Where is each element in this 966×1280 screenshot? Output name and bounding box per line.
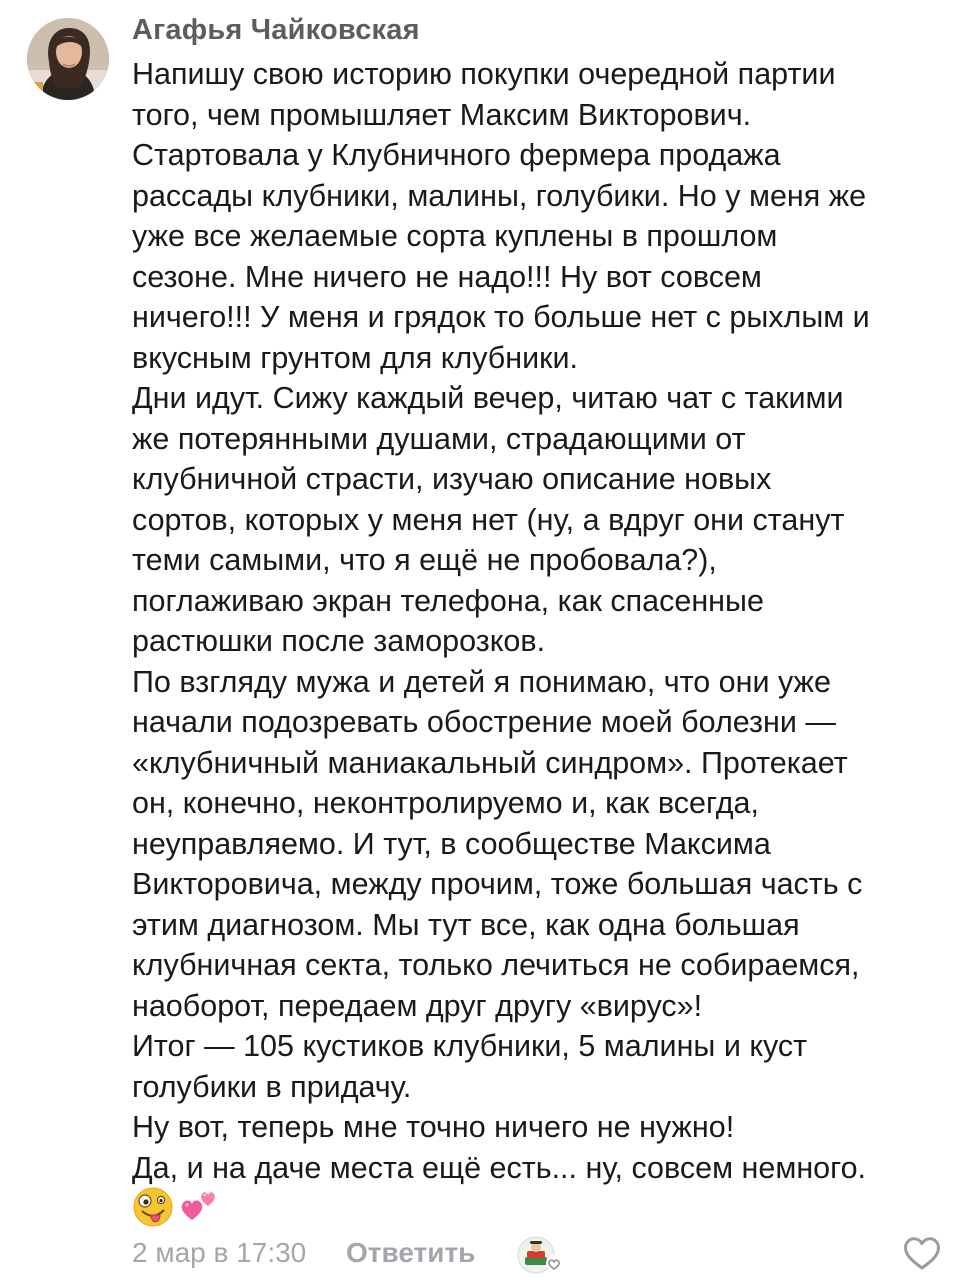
comment-line: наоборот, передаем друг другу «вирус»! — [132, 988, 703, 1023]
avatar[interactable] — [27, 18, 109, 100]
comment-line: клубничной страсти, изучаю описание новых — [132, 462, 772, 496]
comment-line: ничего!!! У меня и грядок то больше нет с рыхлым и — [132, 300, 870, 334]
comment-line: рассады клубники, малины, голубики. Но у меня же — [132, 178, 867, 213]
comment-line: растюшки после заморозков. — [132, 624, 546, 658]
comment-line: неуправляемо. И тут, в сообществе Максима — [132, 826, 771, 861]
comment-line: того, чем промышляет Максим Викторович. — [132, 97, 752, 132]
comment-line: начали подозревать обострение моей болезни — — [132, 705, 836, 739]
comment-line: сезоне. Мне ничего не надо!!! Ну вот совсем — [132, 259, 762, 294]
comment-line: клубничная секта, только лечиться не собираемся, — [132, 948, 860, 982]
comment-line: голубики в придачу. — [132, 1069, 412, 1104]
comment-line: Да, и на даче места ещё есть... ну, совсем немного. — [132, 1150, 867, 1185]
comment-line: вкусным грунтом для клубники. — [132, 340, 578, 375]
comment-line: Ну вот, теперь мне точно ничего не нужно! — [132, 1110, 735, 1144]
community-avatar-with-heart-icon — [516, 1233, 564, 1277]
comment-line: «клубничный маниакальный синдром». Протекает — [132, 745, 848, 780]
comment-line: поглаживаю экран телефона, как спасенные — [132, 583, 764, 618]
comment-line: Дни идут. Сижу каждый вечер, читаю чат с такими — [132, 381, 844, 415]
heart-outline-icon[interactable] — [902, 1235, 942, 1271]
comment-text — [132, 54, 932, 1188]
comment-line: Викторовича, между прочим, тоже большая часть с — [132, 867, 863, 901]
two-hearts-emoji — [178, 1186, 220, 1228]
comment-line: сортов, которых у меня нет (ну, а вдруг они станут — [132, 502, 845, 537]
avatar-photo — [27, 18, 109, 100]
comment-line: уже все желаемые сорта куплены в прошлом — [132, 219, 778, 253]
emoji-row — [132, 1184, 220, 1230]
comment-line: Напишу свою историю покупки очередной партии — [132, 57, 836, 91]
comment-line: же потерянными душами, страдающими от — [132, 421, 746, 456]
comment-line: он, конечно, неконтролируемо и, как всегда, — [132, 786, 759, 820]
comment-line: Стартовала у Клубничного фермера продажа — [132, 138, 781, 172]
timestamp[interactable]: 2 мар в 17:30 — [132, 1237, 307, 1268]
comment-line: По взгляду мужа и детей я понимаю, что они уже — [132, 664, 831, 699]
comment-footer — [132, 1233, 952, 1273]
comment-line: Итог — 105 кустиков клубники, 5 малины и куст — [132, 1029, 808, 1063]
zany-face-emoji — [132, 1186, 174, 1228]
author-name[interactable]: Агафья Чайковская — [132, 14, 420, 46]
comment-line: теми самыми, что я ещё не пробовала?), — [132, 543, 717, 577]
reply-button[interactable]: Ответить — [346, 1237, 476, 1268]
comment-line: этим диагнозом. Мы тут все, как одна большая — [132, 907, 800, 942]
